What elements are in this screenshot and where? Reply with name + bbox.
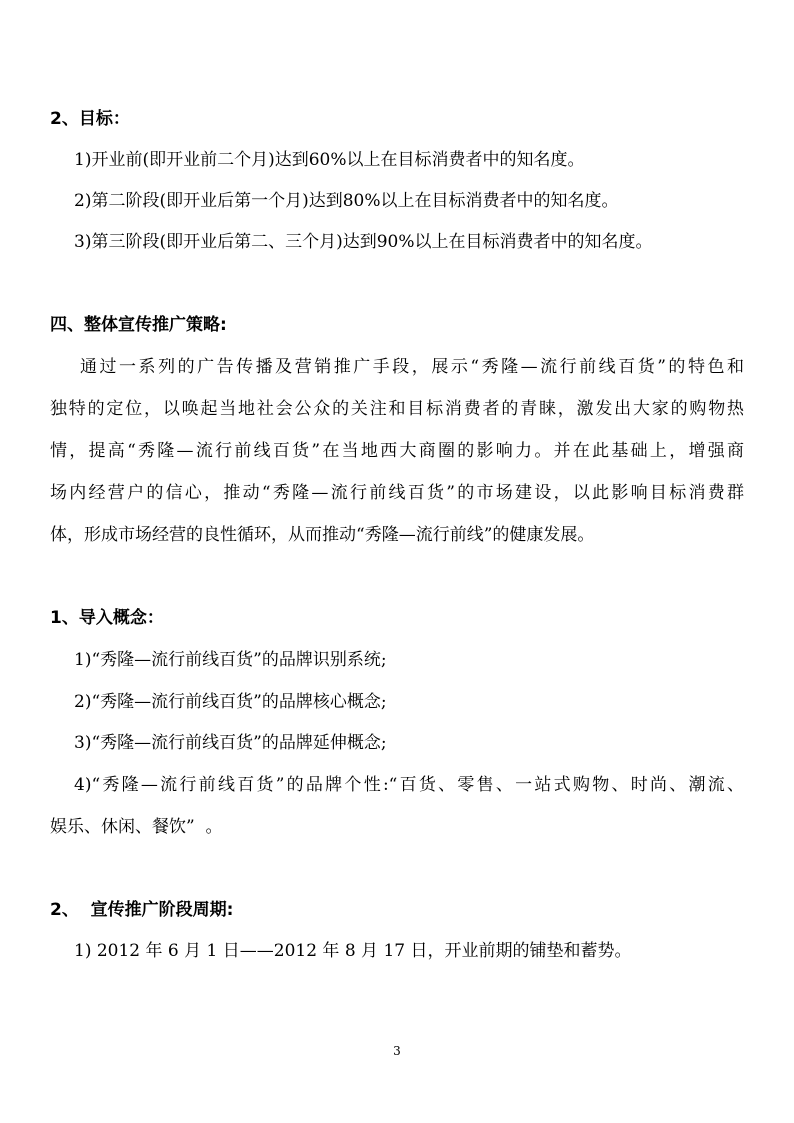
strategy-paragraph-line-2: 独特的定位，以唤起当地社会公众的关注和目标消费者的青睐，激发出大家的购物热	[50, 399, 744, 419]
strategy-paragraph-line-3: 情，提高“秀隆—流行前线百货”在当地西大商圈的影响力。并在此基础上，增强商	[50, 441, 744, 461]
concept-item-3: 3)“秀隆—流行前线百货”的品牌延伸概念;	[74, 733, 387, 753]
section-heading-concepts: 1、导入概念：	[50, 608, 164, 628]
concept-item-4-continued: 娱乐、休闲、餐饮” 。	[50, 817, 223, 837]
concept-item-2: 2)“秀隆—流行前线百货”的品牌核心概念;	[74, 692, 387, 712]
strategy-paragraph-line-5: 体，形成市场经营的良性循环，从而推动“秀隆—流行前线”的健康发展。	[50, 525, 595, 545]
page-number: 3	[393, 1044, 401, 1058]
goal-item-1: 1)开业前(即开业前二个月)达到60%以上在目标消费者中的知名度。	[74, 150, 585, 170]
concept-item-4: 4)“秀隆—流行前线百货”的品牌个性:“百货、零售、一站式购物、时尚、潮流、	[74, 775, 744, 795]
period-item-1: 1) 2012 年 6 月 1 日——2012 年 8 月 17 日，开业前期的铺垫和蓄势。	[74, 941, 632, 961]
strategy-paragraph-line-4: 场内经营户的信心，推动“秀隆—流行前线百货”的市场建设，以此影响目标消费群	[50, 483, 744, 503]
strategy-paragraph-line-1: 通过一系列的广告传播及营销推广手段，展示“秀隆—流行前线百货”的特色和	[80, 357, 744, 377]
goal-item-2: 2)第二阶段(即开业后第一个月)达到80%以上在目标消费者中的知名度。	[74, 191, 619, 211]
concept-item-1: 1)“秀隆—流行前线百货”的品牌识别系统;	[74, 650, 387, 670]
section-heading-goals: 2、目标：	[50, 109, 130, 129]
goal-item-3: 3)第三阶段(即开业后第二、三个月)达到90%以上在目标消费者中的知名度。	[74, 232, 653, 252]
section-heading-strategy: 四、整体宣传推广策略:	[50, 315, 227, 335]
section-heading-period: 2、 宣传推广阶段周期:	[50, 900, 234, 920]
